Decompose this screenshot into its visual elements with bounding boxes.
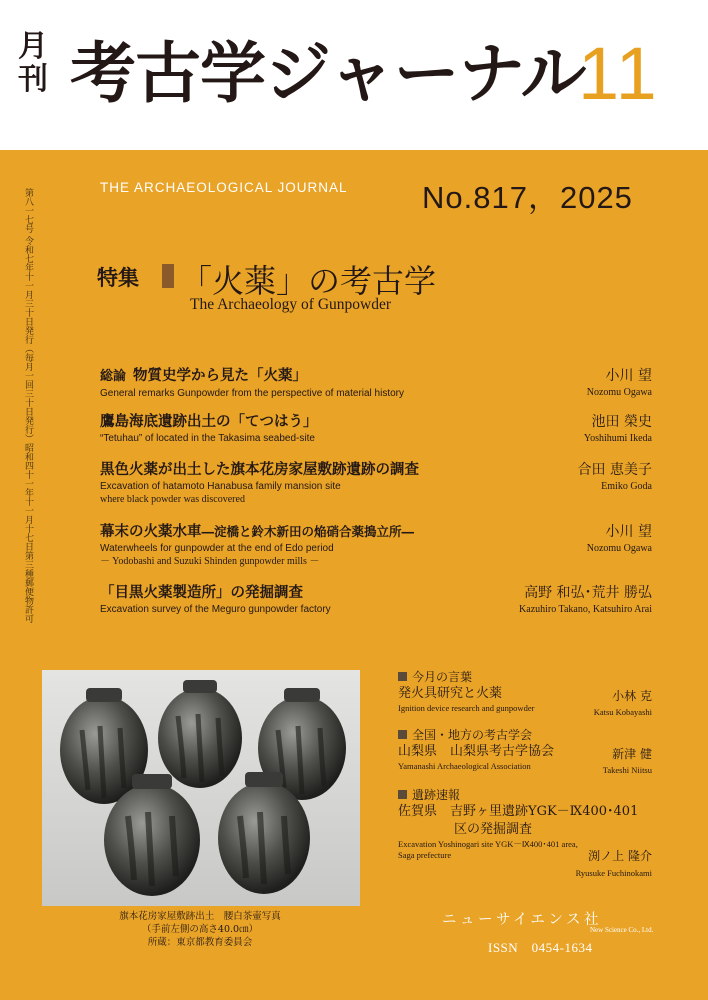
section-title-en: Yamanashi Archaeological Association	[398, 761, 531, 771]
section-title: 発火具研究と火薬	[398, 686, 503, 701]
section-title-2: 区の発掘調査	[454, 822, 533, 837]
section-heading	[398, 728, 652, 743]
article-title-text: 鷹島海底遺跡出土の「てつはう」	[100, 414, 318, 430]
section-title-en-2: Saga prefecture	[398, 850, 452, 860]
tea-jars-image	[42, 670, 360, 906]
postal-notice: 第八一七号 令和七年十一月三十日発行（毎月一回三十日発行）昭和四十一年十一月十七日第三種郵便物許可	[23, 188, 33, 623]
section-title: 佐賀県 吉野ヶ里遺跡YGK－Ⅸ400･401	[398, 804, 639, 819]
article-author: 池田 榮史	[591, 414, 652, 430]
article-author: 小川 望	[605, 368, 652, 384]
feature-title-en: The Archaeology of Gunpowder	[190, 296, 392, 313]
article-item	[100, 460, 652, 506]
article-title	[100, 460, 652, 480]
section-author-en: Ryusuke Fuchinokami	[575, 868, 652, 878]
section-site-report	[398, 788, 652, 880]
section-heading	[398, 670, 652, 685]
section-author: 新津 健	[612, 747, 652, 761]
publisher-name-en: New Science Co., Ltd.	[590, 926, 654, 934]
feature-title: 「火薬」の考古学	[180, 262, 437, 300]
article-title-text: 「目黒火薬製造所」の発掘調査	[100, 585, 303, 601]
square-bullet-icon	[398, 730, 407, 739]
article-title-en-2: － Yodobashi and Suzuki Shinden gunpowder mills －	[100, 556, 320, 567]
section-heading-text: 全国・地方の考古学会	[412, 728, 533, 742]
caption-line: 所蔵：東京都教育委員会	[147, 937, 253, 948]
caption-line: 旗本花房家屋敷跡出土 腰白茶壷写真	[119, 911, 281, 922]
article-lead: 総論	[100, 369, 127, 384]
article-item	[100, 522, 652, 568]
magazine-title: 考古学ジャーナル	[70, 35, 586, 112]
section-author-en: Katsu Kobayashi	[593, 707, 652, 717]
section-title: 山梨県 山梨県考古学協会	[398, 744, 555, 759]
article-title-en: General remarks Gunpowder from the perspective of material history	[100, 388, 405, 399]
article-title-text: 物質史学から見た「火薬」	[133, 368, 308, 384]
article-title-en-2: where black powder was discovered	[100, 494, 245, 505]
issue-month-number: 11	[578, 32, 659, 115]
section-heading-text: 遺跡速報	[412, 788, 461, 802]
section-author-en: Takeshi Niitsu	[602, 765, 652, 775]
issn: ISSN 0454-1634	[488, 940, 593, 955]
article-author: 高野 和弘･荒井 勝弘	[524, 585, 652, 601]
article-subtitle: ―淀橋と鈴木新田の焔硝合薬搗立所―	[201, 524, 415, 539]
section-title-en: Excavation Yoshinogari site YGK－Ⅸ400･401 area,	[398, 839, 578, 849]
monthly-char-1: 月	[18, 29, 48, 64]
article-item	[100, 412, 652, 445]
article-title	[100, 522, 652, 542]
article-title-en: “Tetuhau” of located in the Takasima seabed-site	[100, 433, 315, 444]
article-title	[100, 366, 652, 387]
article-author-en: Nozomu Ogawa	[586, 387, 652, 398]
article-author-en: Yoshihumi Ikeda	[583, 433, 652, 444]
masthead	[0, 0, 708, 150]
section-heading-text: 今月の言葉	[412, 670, 473, 684]
issue-number: No.817，2025	[422, 180, 633, 215]
article-item	[100, 366, 652, 400]
feature-marker	[162, 264, 174, 288]
caption-line: （手前左側の高さ40.0㎝）	[141, 924, 259, 935]
article-title-en: Excavation of hatamoto Hanabusa family mansion site	[100, 481, 341, 492]
journal-english-title: THE ARCHAEOLOGICAL JOURNAL	[100, 180, 348, 195]
feature-label: 特集	[97, 266, 139, 290]
publisher-name: ニューサイエンス社	[442, 912, 602, 928]
article-author-en: Nozomu Ogawa	[586, 543, 652, 554]
tea-jars-photo	[42, 670, 360, 906]
section-author: 小林 克	[612, 689, 652, 703]
section-heading	[398, 788, 652, 803]
article-author: 小川 望	[605, 524, 652, 540]
article-author: 合田 恵美子	[577, 462, 652, 478]
article-title-text: 黒色火薬が出土した旗本花房家屋敷跡遺跡の調査	[100, 462, 419, 478]
section-words-of-month	[398, 670, 652, 718]
article-title-en: Waterwheels for gunpowder at the end of Edo period	[100, 543, 334, 554]
monthly-char-2: 刊	[18, 62, 48, 97]
square-bullet-icon	[398, 790, 407, 799]
article-author-en: Emiko Goda	[601, 481, 652, 492]
section-academic-societies	[398, 728, 652, 776]
section-author: 渕ノ上 隆介	[588, 849, 652, 863]
article-title-text: 幕末の火薬水車	[100, 524, 202, 540]
article-item	[100, 583, 652, 616]
article-title	[100, 412, 652, 432]
monthly-label	[16, 30, 50, 96]
section-title-en: Ignition device research and gunpowder	[398, 703, 535, 713]
article-title-en: Excavation survey of the Meguro gunpowder factory	[100, 604, 331, 615]
article-author-en: Kazuhiro Takano, Katsuhiro Arai	[519, 604, 652, 615]
photo-caption	[100, 910, 300, 949]
square-bullet-icon	[398, 672, 407, 681]
